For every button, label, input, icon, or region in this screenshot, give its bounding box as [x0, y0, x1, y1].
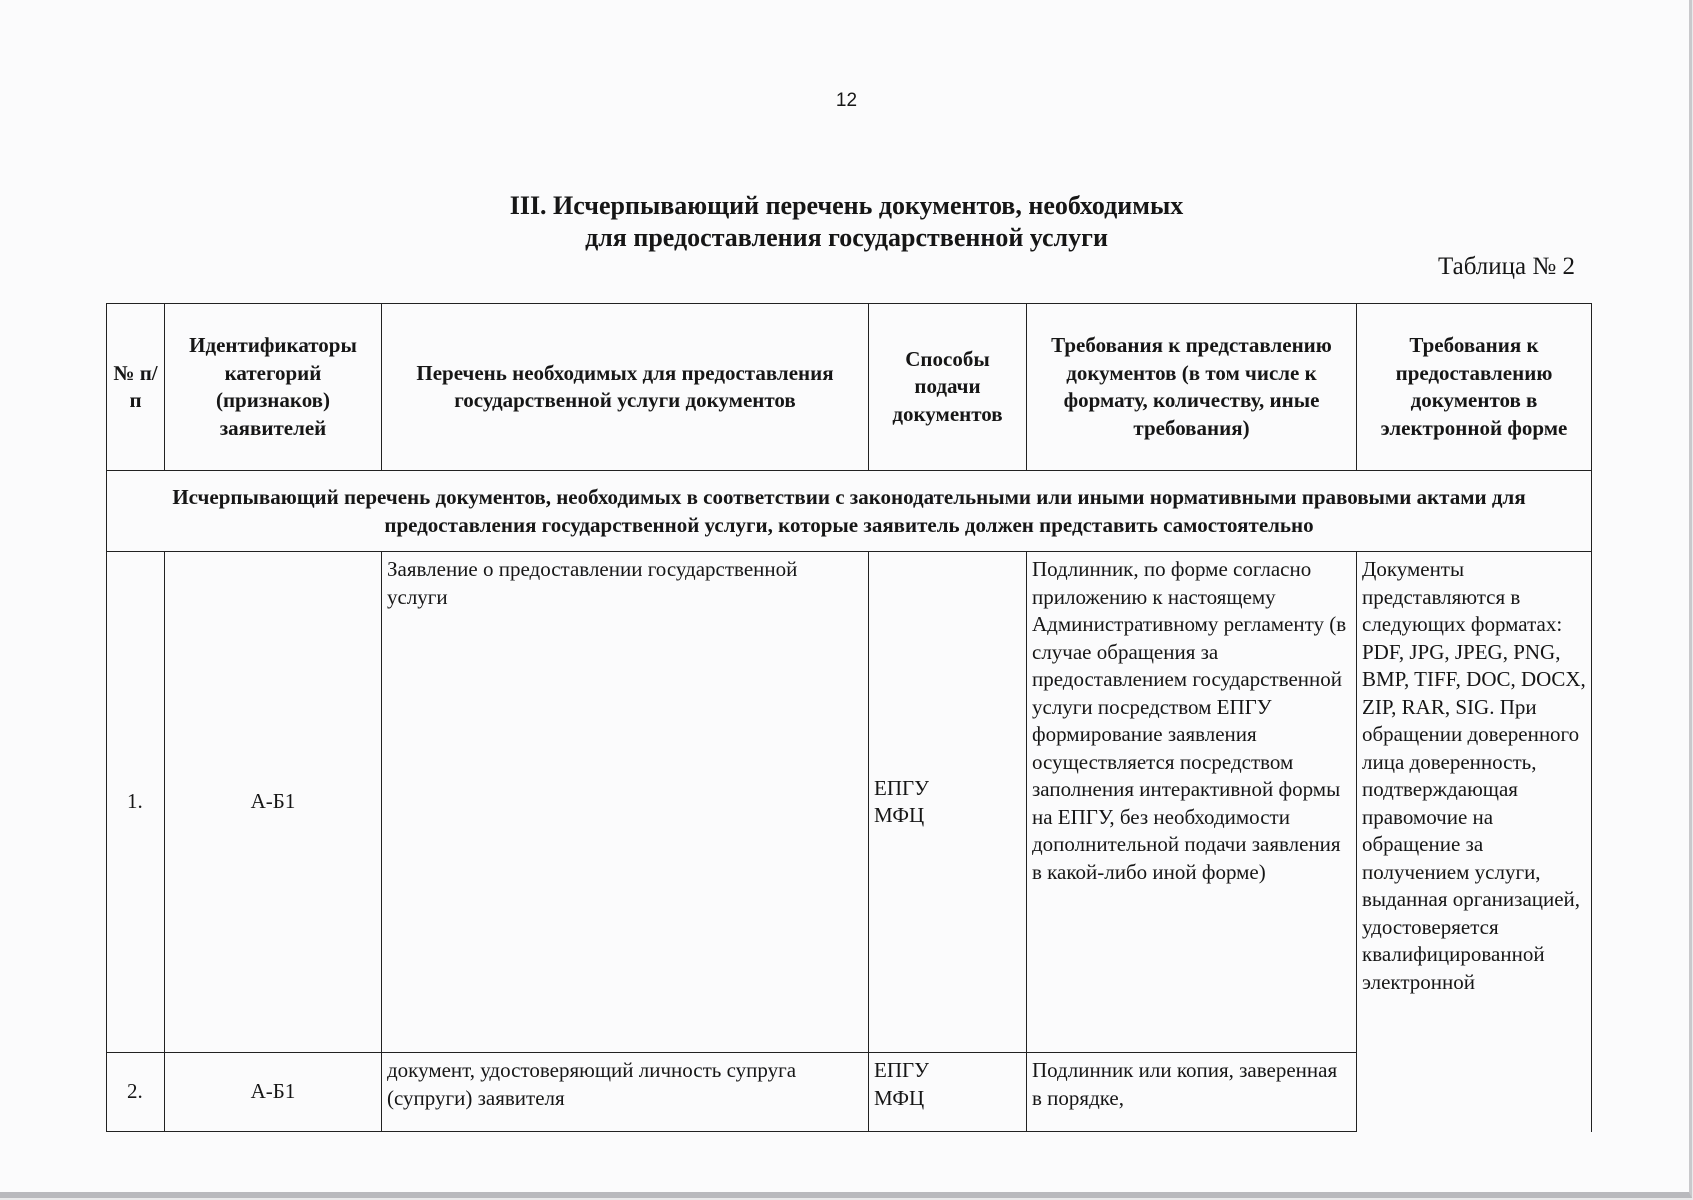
section-heading: Исчерпывающий перечень документов, необходимых в соответствии с законодательными или иными нормативными правовыми актами для предоставления государственной услуги, которые заявитель должен представить самостоятельно — [107, 471, 1592, 552]
row-requirements: Подлинник или копия, заверенная в порядке, — [1027, 1053, 1357, 1132]
page-number: 12 — [835, 90, 858, 111]
header-electronic-requirements: Требования к предоставлению документов в электронной форме — [1357, 304, 1592, 471]
header-applicant-category: Идентификаторы категорий (признаков) заявителей — [165, 304, 382, 471]
table-header-row — [107, 304, 1592, 471]
section-title-line-1: III. Исчерпывающий перечень документов, необходимых — [509, 191, 1184, 220]
row-number: 1. — [107, 552, 165, 1053]
electronic-requirements-cell: Документы представляются в следующих форматах: PDF, JPG, JPEG, PNG, BMP, TIFF, DOC, DOCX, ZIP, RAR, SIG. При обращении доверенного лица доверенность, подтверждающая правомочие на обращение за получением услуги, выданная организацией, удостоверяется квалифицированной электронной — [1357, 552, 1592, 1132]
section-row — [107, 471, 1592, 552]
method-epgu: ЕПГУ — [874, 1058, 930, 1082]
method-epgu: ЕПГУ — [874, 775, 930, 800]
documents-table — [106, 303, 1591, 1111]
row-category: А-Б1 — [165, 552, 382, 1053]
row-category: А-Б1 — [165, 1053, 382, 1132]
header-submission-requirements: Требования к представлению документов (в том числе к формату, количеству, иные требования) — [1027, 304, 1357, 471]
section-title-line-2: для предоставления государственной услуги — [585, 223, 1108, 252]
table-row — [107, 552, 1592, 1053]
row-methods — [869, 1053, 1027, 1132]
row-methods — [869, 552, 1027, 1053]
header-submission-methods: Способы подачи документов — [869, 304, 1027, 471]
header-documents-list: Перечень необходимых для предоставления государственной услуги документов — [382, 304, 869, 471]
header-number: № п/п — [107, 304, 165, 471]
table-caption: Таблица № 2 — [1437, 253, 1575, 280]
row-document: Заявление о предоставлении государственной услуги — [382, 552, 869, 1053]
method-mfc: МФЦ — [874, 803, 925, 827]
row-requirements: Подлинник, по форме согласно приложению к настоящему Административному регламенту (в случае обращения за предоставлением государственной услуги посредством ЕПГУ формирование заявления осуществляется посредством заполнения интерактивной формы на ЕПГУ, без необходимости дополнительной подачи заявления в какой-либо иной форме) — [1027, 552, 1357, 1053]
row-document: документ, удостоверяющий личность супруга (супруги) заявителя — [382, 1053, 869, 1132]
section-title — [0, 190, 1693, 254]
row-number: 2. — [107, 1053, 165, 1132]
method-mfc: МФЦ — [874, 1085, 925, 1110]
